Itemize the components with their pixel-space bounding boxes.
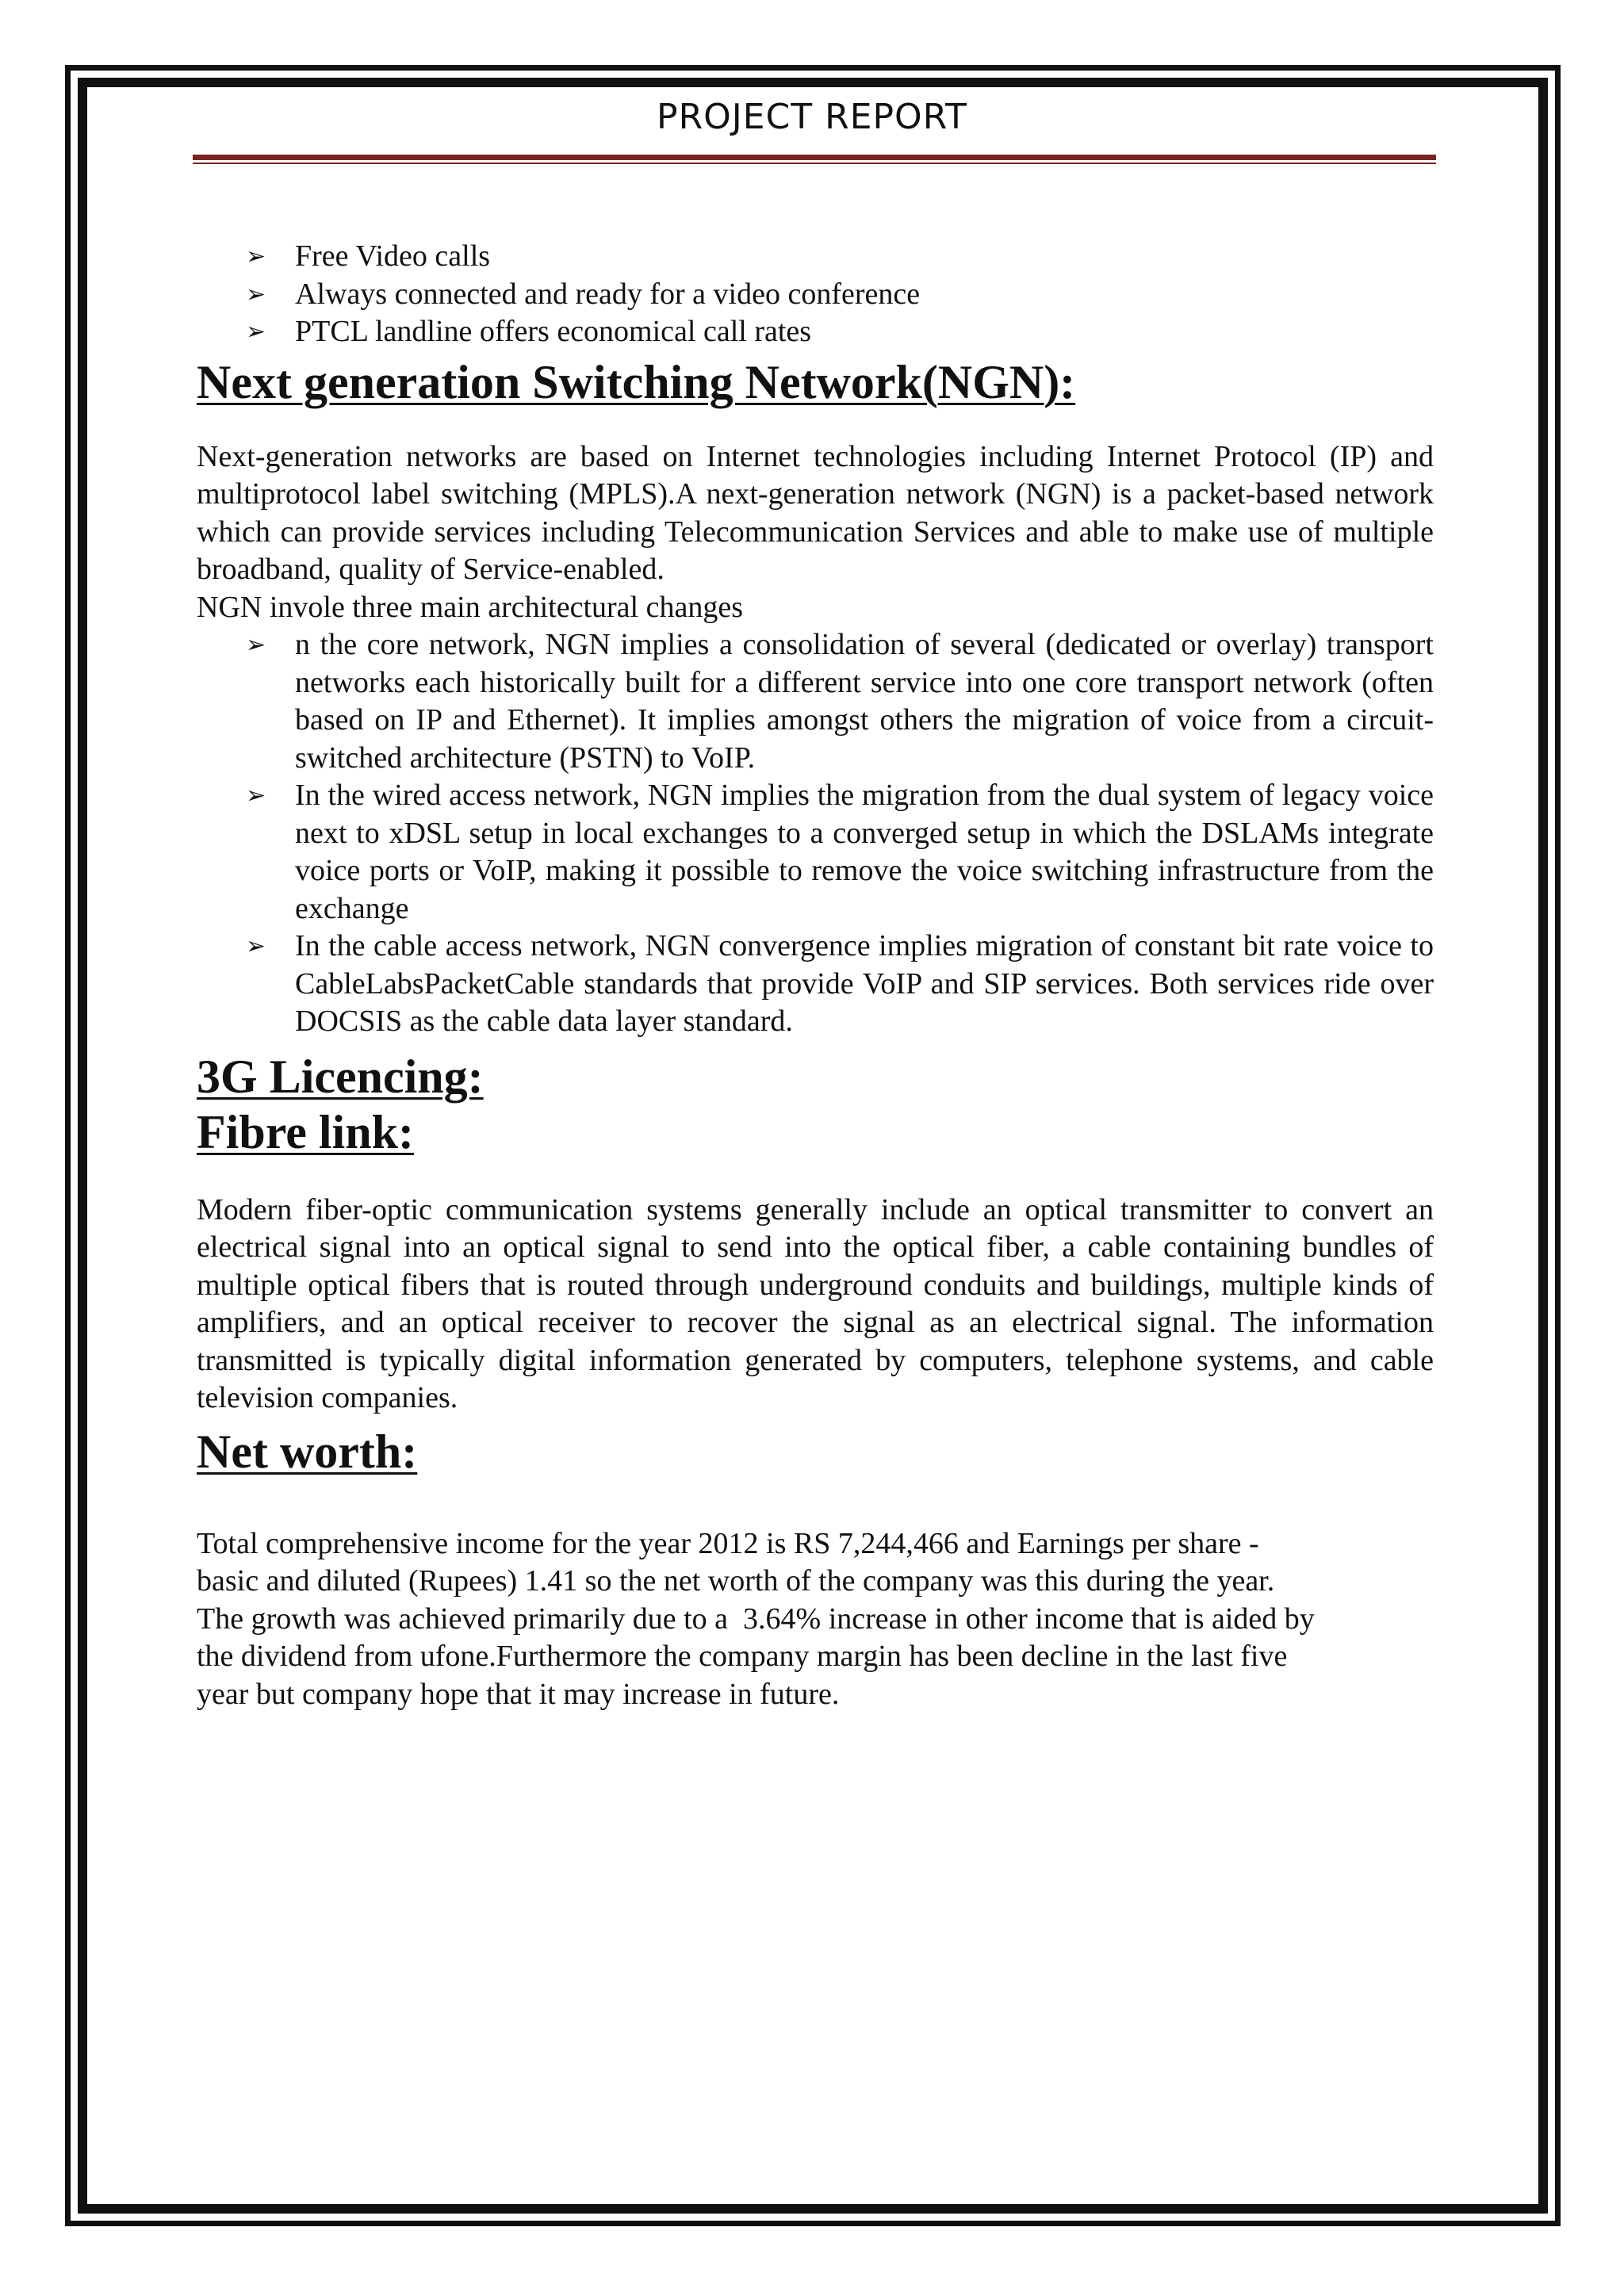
section-heading-fibre-link: Fibre link: bbox=[197, 1105, 414, 1158]
list-item: ➢ n the core network, NGN implies a consolidation of several (dedicated or overlay) transport networks each historically built for a different service into one core transport network (often based on IP and Ethernet). It implies amongst others the migration of voice from a circuit-switched architecture (PSTN) to VoIP. bbox=[246, 628, 1434, 775]
net-worth-line: Total comprehensive income for the year 2012 is RS 7,244,466 and Earnings per share - bbox=[197, 1526, 1259, 1560]
section-heading-3g-licencing: 3G Licencing: bbox=[197, 1050, 484, 1103]
net-worth-line: the dividend from ufone.Furthermore the company margin has been decline in the last five bbox=[197, 1640, 1288, 1673]
arrow-bullet-icon: ➢ bbox=[246, 318, 266, 346]
arrow-bullet-icon: ➢ bbox=[246, 631, 266, 659]
ngn-paragraph: Next-generation networks are based on Internet technologies including Internet Protocol (IP) and multiprotocol label switching (MPLS).A next-generation network (NGN) is a packet-based network which can provide services including Telecommunication Services and able to make use of multiple broadband, quality of Service-enabled. bbox=[197, 439, 1434, 586]
fibre-paragraph: Modern fiber-optic communication systems generally include an optical transmitter to convert an electrical signal into an optical signal to send into the optical fiber, a cable containing bundles of multiple optical fibers that is routed through underground conduits and buildings, multiple kinds of amplifiers, and an optical receiver to recover the signal as an electrical signal. The information transmitted is typically digital information generated by computers, telephone systems, and cable television companies. bbox=[197, 1192, 1434, 1414]
net-worth-line: The growth was achieved primarily due to a 3.64% increase in other income that is aided by bbox=[197, 1601, 1315, 1636]
arrow-bullet-icon: ➢ bbox=[246, 280, 266, 308]
list-item: ➢ PTCL landline offers economical call rates bbox=[197, 313, 1434, 351]
list-item: ➢ Always connected and ready for a video conference bbox=[197, 276, 1434, 314]
ngn-bullet-list bbox=[197, 626, 1434, 1041]
ngn-lead: NGN invole three main architectural changes bbox=[197, 590, 743, 624]
list-item: ➢ Free Video calls bbox=[197, 238, 1434, 276]
arrow-bullet-icon: ➢ bbox=[246, 932, 266, 960]
list-item: ➢ In the wired access network, NGN implies the migration from the dual system of legacy voice next to xDSL setup in local exchanges to a converged setup in which the DSLAMs integrate voice ports or VoIP, making it possible to remove the voice switching infrastructure from the exchange bbox=[246, 779, 1434, 925]
section-heading-net-worth: Net worth: bbox=[197, 1425, 418, 1478]
arrow-bullet-icon: ➢ bbox=[246, 782, 266, 809]
header-title: PROJECT REPORT bbox=[657, 97, 967, 137]
net-worth-line: year but company hope that it may increase in future. bbox=[197, 1677, 840, 1711]
list-item: ➢ In the cable access network, NGN convergence implies migration of constant bit rate voice to CableLabsPacketCable standards that provide VoIP and SIP services. Both services ride over DOCSIS as the cable data layer standard. bbox=[246, 929, 1434, 1038]
section-heading-ngn: Next generation Switching Network(NGN): bbox=[197, 355, 1076, 408]
arrow-bullet-icon: ➢ bbox=[246, 243, 266, 270]
net-worth-paragraph bbox=[197, 1525, 1434, 1714]
header-rule bbox=[193, 155, 1436, 160]
page-content bbox=[197, 238, 1434, 1713]
net-worth-line: basic and diluted (Rupees) 1.41 so the net worth of the company was this during the year. bbox=[197, 1564, 1275, 1598]
intro-bullet-list bbox=[197, 238, 1434, 351]
header-rule-thin bbox=[193, 163, 1436, 164]
